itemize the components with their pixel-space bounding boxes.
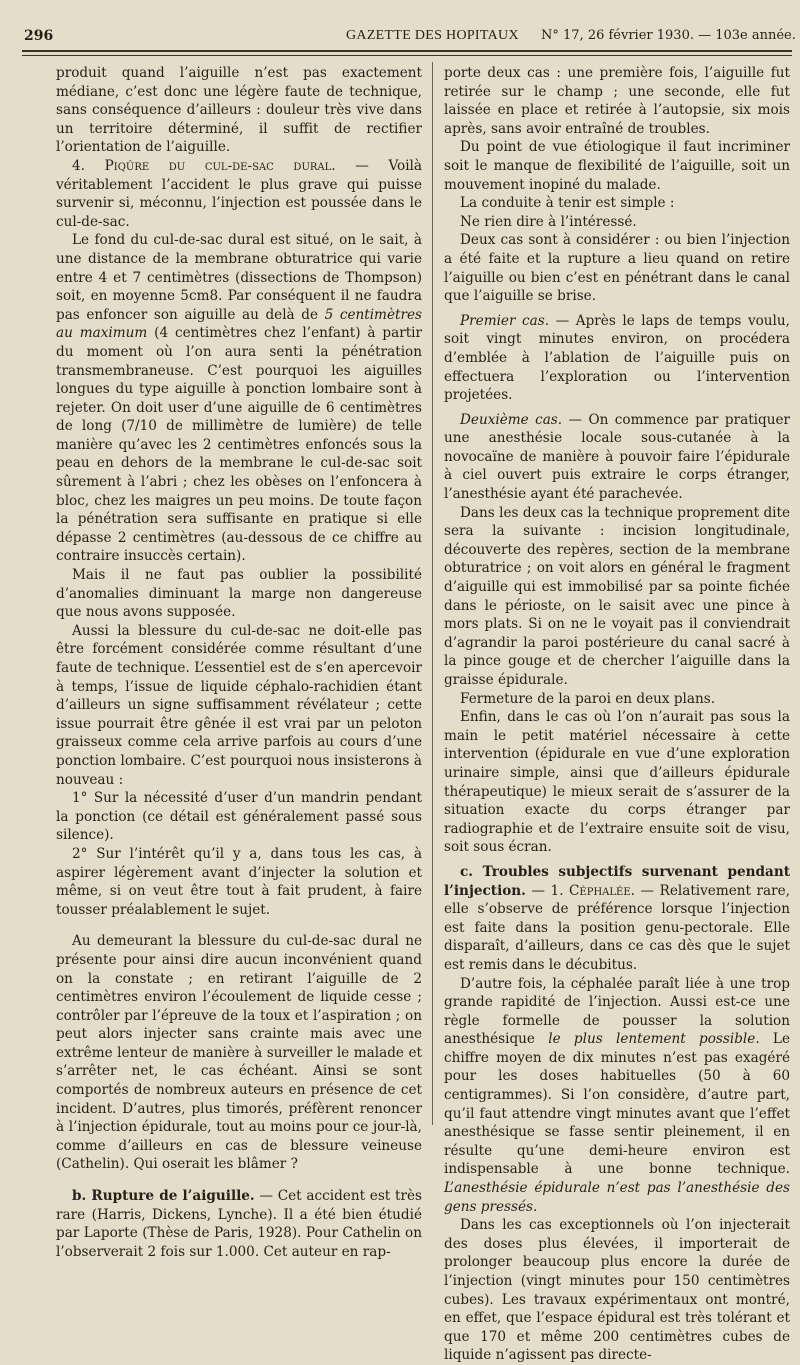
paragraph-text: — Relativement rare, elle s’observe de préférence lorsque l’injection est faite dans la position genu-pectorale. Elle disparaît, d’ailleurs, dans ce cas dès que le sujet est remis dans le décubitus. <box>444 882 790 973</box>
paragraph-text: — Cet accident est très rare (Harris, Dickens, Lynche). Il a été bien étudié par Laporte (Thèse de Paris, 1928). Pour Cathelin on l’observerait 2 fois sur 1.000. Cet auteur en rap- <box>56 1188 422 1260</box>
paragraph-text: Le chiffre moyen de dix minutes n’est pas exagéré pour les doses habituelles (50 à 60 centigrammes). Si l’on considère, d’autre part, qu’il faut attendre vingt minutes avant que l’effet anesthésique se fasse sentir pleinement, il en résulte qu’une demi-heure environ est indispensable à une bonne technique. <box>444 1031 790 1178</box>
left-column <box>56 64 422 1261</box>
paragraph: 2° Sur l’intérêt qu’il y a, dans tous les cas, à aspirer légèrement avant d’injecter la solution et même, si on veut être tout à fait prudent, à faire tousser préalablement le sujet. <box>56 845 422 918</box>
paragraph: Au demeurant la blessure du cul-de-sac dural ne présente pour ainsi dire aucun inconvénient quand on la constate ; en retirant l’aiguille de 2 centimètres environ l’écoulement de liquide cesse ; contrôler par l’épreuve de la toux et l’aspiration ; on peut alors injecter sans crainte mais avec une extrême lenteur de manière à surveiller le malade et s’arrêter net, le cas échéant. Ainsi se sont comportés de nombreux auteurs en présence de cet incident. D’autres, plus timorés, préfèrent renoncer à l’injection épidurale, tout au moins pour ce jour-là, comme d’ailleurs en cas de blessure veineuse (Cathelin). Qui oserait les blâmer ? <box>56 933 422 1173</box>
paragraph: Ne rien dire à l’intéressé. <box>460 213 637 230</box>
paragraph: produit quand l’aiguille n’est pas exactement médiane, c’est donc une légère faute de technique, sans conséquence d’ailleurs : douleur très vive dans un territoire déterminé, il suffit de rectifier l’orientation de l’aiguille. <box>56 65 422 156</box>
journal-title: GAZETTE DES HOPITAUX <box>346 28 519 43</box>
paragraph: Fermeture de la paroi en deux plans. <box>460 690 716 707</box>
paragraph-text: D’autre fois, la céphalée paraît liée à une trop grande rapidité de l’injection. Aussi est-ce une règle formelle de pousser la solution anesthésique <box>444 975 790 1048</box>
paragraph: Dans les cas exceptionnels où l’on injecterait des doses plus élevées, il importerait de prolonger beaucoup plus encore la durée de l’injection (vingt minutes pour 150 centimètres cubes). Les travaux expérimentaux ont montré, en effet, que l’espace épidural est très tolérant et que 170 et même 200 centimètres cubes de liquide n’agissent pas directe- <box>444 1217 790 1364</box>
paragraph-text: — Après le laps de temps voulu, soit vingt minutes environ, on procédera d’emblée à l’ablation de l’aiguille puis on effectuera l’exploration ou l’intervention projetées. <box>444 312 790 404</box>
paragraph: Dans les deux cas la technique proprement dite sera la suivante : incision longitudinale, découverte des repères, section de la membrane obturatrice ; on voit alors en général le fragment d’aiguille qui est immobilisé par sa pointe fichée dans le périoste, on le saisit avec une pince à mors plats. Si on ne le voyait pas il conviendrait d’agrandir la paroi postérieure du canal sacré à la pince gouge et de chercher l’aiguille dans la graisse épidurale. <box>444 504 790 688</box>
paragraph-text: Le fond du cul-de-sac dural est situé, on le sait, à une distance de la membrane obturatrice qui varie entre 4 et 7 centimètres (dissections de Thompson) soit, en moyenne 5cm8. Par conséquent il ne faudra pas enfoncer son aiguille au delà de <box>56 232 422 323</box>
paragraph: 1° Sur la nécessité d’user d’un mandrin pendant la ponction (ce détail est généralement passé sous silence). <box>56 790 422 844</box>
section-heading: b. Rupture de l’aiguille. <box>72 1188 255 1205</box>
paragraph: Aussi la blessure du cul-de-sac ne doit-elle pas être forcément considérée comme résultant d’une faute de technique. L’essentiel est de s’en apercevoir à temps, l’issue de liquide céphalo-rachidien étant d’ailleurs un signe suffisamment révélateur ; cette issue pourrait être gênée il est vrai par un peloton graisseux comme cela arrive parfois au cours d’une ponction lombaire. C’est pourquoi nous insisterons à nouveau : <box>56 622 422 788</box>
right-column <box>444 64 790 1365</box>
paragraph <box>444 863 790 975</box>
column-divider <box>432 62 433 1125</box>
emphasis: L’anesthésie épidurale n’est pas l’anesthésie des gens pressés. <box>444 1180 790 1215</box>
paragraph-text: — Voilà véritablement l’accident le plus grave qui puisse survenir si, méconnu, l’injection est poussée dans le cul-de-sac. <box>56 157 422 230</box>
paragraph: Enfin, dans le cas où l’on n’aurait pas sous la main le petit matériel nécessaire à cette intervention (épidurale en vue d’une exploration urinaire simple, ainsi que d’ailleurs épidurale thérapeutique) le mieux serait de s’assurer de la situation exacte du corps étranger par radiographie et de l’extraire ensuite soit de visu, soit sous écran. <box>444 709 790 856</box>
paragraph: La conduite à tenir est simple : <box>460 195 675 212</box>
paragraph <box>56 231 422 566</box>
paragraph: Deux cas sont à considérer : ou bien l’injection a été faite et la rupture a lieu quand on retire l’aiguille ou bien c’est en pénétrant dans le canal que l’aiguille se brise. <box>444 232 790 305</box>
paragraph <box>444 975 790 1217</box>
paragraph <box>56 1187 422 1261</box>
paragraph-text: — On commence par pratiquer une anesthésie locale sous-cutanée à la novocaïne de manière à pouvoir faire l’épidurale à ciel ouvert puis extraire le corps étranger, l’anesthésie ayant été parachevée. <box>444 411 791 503</box>
paragraph <box>444 312 790 405</box>
paragraph: Mais il ne faut pas oublier la possibilité d’anomalies diminuant la marge non dangereuse que nous avons supposée. <box>56 567 422 621</box>
paragraph <box>56 157 422 231</box>
header-rule-thin <box>22 55 792 56</box>
section-heading: Deuxième cas. <box>460 411 563 428</box>
section-heading: Premier cas. <box>460 312 550 329</box>
paragraph: Du point de vue étiologique il faut incriminer soit le manque de flexibilité de l’aiguille, soit un mouvement inopiné du malade. <box>444 139 790 193</box>
paragraph: porte deux cas : une première fois, l’aiguille fut retirée sur le champ ; une seconde, elle fut laissée en place et retirée à l’autopsie, six mois après, sans avoir entraîné de troubles. <box>444 65 790 137</box>
paragraph-text: (4 centimètres chez l’enfant) à partir du moment où l’on aura senti la pénétration transmembraneuse. C’est pourquoi les aiguilles longues du type aiguille à ponction lombaire sont à rejeter. On doit user d’une aiguille de 6 centimètres de long (7/10 de millimètre de lumière) de telle manière qu’avec les 2 centimètres enfoncés sous la peau en dehors de la membrane le cul-de-sac soit sûrement à l’abri ; chez les obèses on l’enfoncera à bloc, chez les maigres un peu moins. De toute façon la pénétration sera suffisante en pratique si elle dépasse 2 centimètres (au-dessous de ce chiffre au contraire insuccès certain). <box>56 325 422 565</box>
page-number: 296 <box>24 28 54 44</box>
issue-info: N° 17, 26 février 1930. — 103e année. <box>541 28 796 43</box>
emphasis: 5 centimètres au maximum <box>56 306 422 342</box>
section-heading: c. Troubles subjectifs survenant pendant l’injection. <box>444 863 790 899</box>
subsection-heading: — 1. Céphalée. <box>525 882 635 899</box>
emphasis: le plus lentement possible. <box>548 1031 760 1048</box>
header-rule <box>22 50 792 52</box>
paragraph <box>444 411 790 504</box>
section-heading: 4. Piqûre du cul-de-sac dural. <box>72 157 336 174</box>
